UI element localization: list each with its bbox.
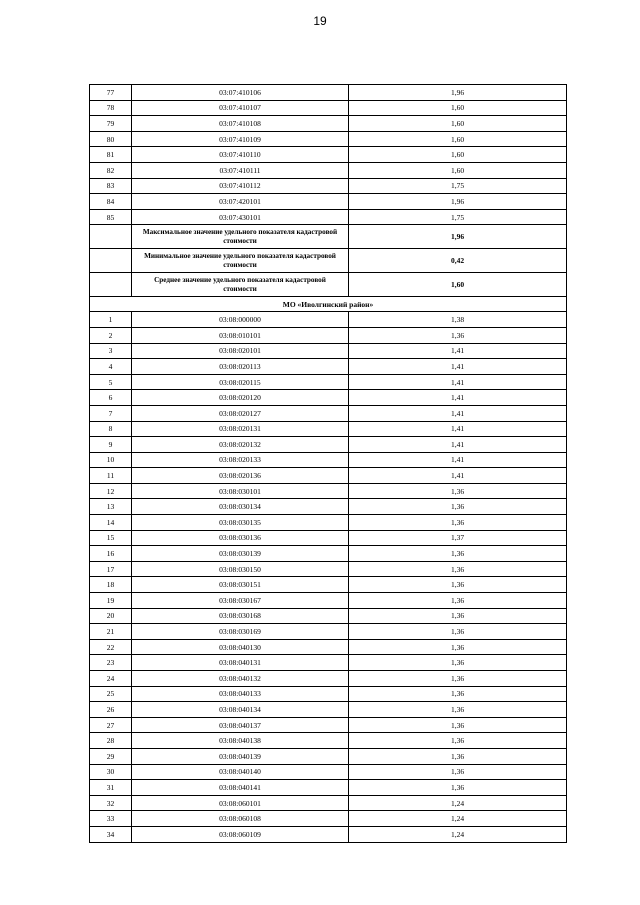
table-row [90,780,567,796]
row-number-cell: 28 [90,733,132,749]
value-cell: 1,36 [349,624,567,640]
cadastral-code-cell: 03:07:410108 [132,116,349,132]
table-row [90,811,567,827]
table-row [90,359,567,375]
value-cell: 1,36 [349,561,567,577]
cadastral-code-cell: 03:08:020101 [132,343,349,359]
cadastral-code-cell: 03:07:410111 [132,162,349,178]
row-number-cell: 11 [90,468,132,484]
value-cell: 1,36 [349,702,567,718]
table-row [90,209,567,225]
value-cell: 1,60 [349,147,567,163]
cadastral-code-cell: 03:08:040139 [132,748,349,764]
cadastral-code-cell: 03:08:040141 [132,780,349,796]
row-number-cell: 22 [90,639,132,655]
table-row [90,390,567,406]
value-cell: 1,36 [349,608,567,624]
table-row [90,733,567,749]
value-cell: 1,36 [349,717,567,733]
value-cell: 1,41 [349,390,567,406]
empty-cell [90,249,132,273]
table-row [90,468,567,484]
row-number-cell: 2 [90,327,132,343]
value-cell: 1,37 [349,530,567,546]
table-row [90,671,567,687]
row-number-cell: 24 [90,671,132,687]
value-cell: 1,36 [349,733,567,749]
row-number-cell: 7 [90,405,132,421]
cadastral-code-cell: 03:08:010101 [132,327,349,343]
row-number-cell: 6 [90,390,132,406]
cadastral-code-cell: 03:07:410106 [132,85,349,101]
row-number-cell: 26 [90,702,132,718]
value-cell: 1,36 [349,577,567,593]
cadastral-code-cell: 03:08:020127 [132,405,349,421]
cadastral-code-cell: 03:07:430101 [132,209,349,225]
cadastral-code-cell: 03:08:030136 [132,530,349,546]
row-number-cell: 4 [90,359,132,375]
table-row [90,437,567,453]
row-number-cell: 8 [90,421,132,437]
cadastral-code-cell: 03:08:030150 [132,561,349,577]
summary-label-cell: Среднее значение удельного показателя кадастровой стоимости [132,273,349,297]
value-cell: 1,75 [349,209,567,225]
cadastral-code-cell: 03:08:030134 [132,499,349,515]
value-cell: 1,41 [349,452,567,468]
table-row [90,702,567,718]
value-cell: 1,24 [349,811,567,827]
row-number-cell: 10 [90,452,132,468]
value-cell: 1,41 [349,405,567,421]
cadastral-code-cell: 03:08:020136 [132,468,349,484]
value-cell: 1,36 [349,764,567,780]
cadastral-code-cell: 03:08:060101 [132,795,349,811]
table-row [90,639,567,655]
row-number-cell: 19 [90,593,132,609]
row-number-cell: 25 [90,686,132,702]
row-number-cell: 80 [90,131,132,147]
cadastral-code-cell: 03:08:030135 [132,515,349,531]
table-row [90,162,567,178]
summary-row [90,273,567,297]
cadastral-code-cell: 03:07:410112 [132,178,349,194]
table-row [90,312,567,328]
summary-label-cell: Максимальное значение удельного показателя кадастровой стоимости [132,225,349,249]
table-row [90,343,567,359]
value-cell: 1,24 [349,826,567,842]
cadastral-code-cell: 03:08:020120 [132,390,349,406]
row-number-cell: 14 [90,515,132,531]
cadastral-code-cell: 03:08:040132 [132,671,349,687]
table-row [90,748,567,764]
table-row [90,593,567,609]
cadastral-code-cell: 03:08:030168 [132,608,349,624]
summary-label-cell: Минимальное значение удельного показателя кадастровой стоимости [132,249,349,273]
summary-value-cell: 1,96 [349,225,567,249]
row-number-cell: 13 [90,499,132,515]
cadastral-code-cell: 03:08:030151 [132,577,349,593]
row-number-cell: 77 [90,85,132,101]
empty-cell [90,273,132,297]
cadastral-code-cell: 03:08:020132 [132,437,349,453]
page-number: 19 [313,14,327,28]
table-row [90,686,567,702]
value-cell: 1,41 [349,468,567,484]
row-number-cell: 85 [90,209,132,225]
table-row [90,131,567,147]
table-row [90,826,567,842]
table-row [90,499,567,515]
value-cell: 1,36 [349,515,567,531]
cadastral-code-cell: 03:08:030169 [132,624,349,640]
row-number-cell: 34 [90,826,132,842]
table-row [90,530,567,546]
value-cell: 1,36 [349,655,567,671]
cadastral-code-cell: 03:08:060109 [132,826,349,842]
row-number-cell: 83 [90,178,132,194]
value-cell: 1,36 [349,686,567,702]
cadastral-code-cell: 03:07:410109 [132,131,349,147]
table-row [90,624,567,640]
row-number-cell: 79 [90,116,132,132]
value-cell: 1,41 [349,343,567,359]
value-cell: 1,36 [349,499,567,515]
cadastral-code-cell: 03:08:020115 [132,374,349,390]
value-cell: 1,96 [349,85,567,101]
summary-value-cell: 0,42 [349,249,567,273]
value-cell: 1,36 [349,593,567,609]
row-number-cell: 1 [90,312,132,328]
value-cell: 1,36 [349,671,567,687]
value-cell: 1,41 [349,374,567,390]
empty-cell [90,225,132,249]
table-row [90,421,567,437]
cadastral-code-cell: 03:08:040131 [132,655,349,671]
table-row [90,405,567,421]
table-row [90,608,567,624]
value-cell: 1,75 [349,178,567,194]
cadastral-code-cell: 03:08:020133 [132,452,349,468]
table-row [90,194,567,210]
cadastral-code-cell: 03:08:000000 [132,312,349,328]
row-number-cell: 17 [90,561,132,577]
value-cell: 1,41 [349,421,567,437]
cadastral-code-cell: 03:08:040133 [132,686,349,702]
value-cell: 1,96 [349,194,567,210]
cadastral-code-cell: 03:07:410110 [132,147,349,163]
row-number-cell: 12 [90,483,132,499]
row-number-cell: 81 [90,147,132,163]
table-row [90,374,567,390]
cadastral-code-cell: 03:08:020113 [132,359,349,375]
table-body [90,85,567,843]
cadastral-value-table [89,84,567,843]
cadastral-code-cell: 03:08:060108 [132,811,349,827]
value-cell: 1,36 [349,546,567,562]
table-row [90,795,567,811]
value-cell: 1,60 [349,116,567,132]
section-header-row [90,297,567,312]
row-number-cell: 29 [90,748,132,764]
table-row [90,546,567,562]
cadastral-code-cell: 03:08:040138 [132,733,349,749]
table-row [90,561,567,577]
row-number-cell: 20 [90,608,132,624]
row-number-cell: 30 [90,764,132,780]
row-number-cell: 18 [90,577,132,593]
row-number-cell: 15 [90,530,132,546]
table-row [90,452,567,468]
table-row [90,483,567,499]
row-number-cell: 23 [90,655,132,671]
value-cell: 1,41 [349,437,567,453]
table-row [90,655,567,671]
cadastral-code-cell: 03:08:040137 [132,717,349,733]
row-number-cell: 31 [90,780,132,796]
summary-value-cell: 1,60 [349,273,567,297]
table-row [90,515,567,531]
row-number-cell: 9 [90,437,132,453]
cadastral-code-cell: 03:08:040134 [132,702,349,718]
row-number-cell: 32 [90,795,132,811]
value-cell: 1,60 [349,100,567,116]
value-cell: 1,36 [349,639,567,655]
value-cell: 1,24 [349,795,567,811]
cadastral-code-cell: 03:07:420101 [132,194,349,210]
value-cell: 1,36 [349,327,567,343]
cadastral-code-cell: 03:08:040130 [132,639,349,655]
table-row [90,147,567,163]
row-number-cell: 16 [90,546,132,562]
row-number-cell: 21 [90,624,132,640]
value-cell: 1,60 [349,131,567,147]
value-cell: 1,36 [349,780,567,796]
value-cell: 1,60 [349,162,567,178]
summary-row [90,225,567,249]
row-number-cell: 27 [90,717,132,733]
cadastral-code-cell: 03:07:410107 [132,100,349,116]
table-row [90,717,567,733]
row-number-cell: 5 [90,374,132,390]
section-title: МО «Иволгинский район» [90,297,567,312]
value-cell: 1,41 [349,359,567,375]
value-cell: 1,36 [349,748,567,764]
table-row [90,100,567,116]
value-cell: 1,38 [349,312,567,328]
table-row [90,577,567,593]
cadastral-code-cell: 03:08:040140 [132,764,349,780]
table-row [90,178,567,194]
value-cell: 1,36 [349,483,567,499]
cadastral-code-cell: 03:08:020131 [132,421,349,437]
cadastral-code-cell: 03:08:030139 [132,546,349,562]
row-number-cell: 82 [90,162,132,178]
cadastral-code-cell: 03:08:030167 [132,593,349,609]
row-number-cell: 3 [90,343,132,359]
table-row [90,116,567,132]
row-number-cell: 84 [90,194,132,210]
table-row [90,85,567,101]
row-number-cell: 33 [90,811,132,827]
table-row [90,327,567,343]
table-row [90,764,567,780]
summary-row [90,249,567,273]
row-number-cell: 78 [90,100,132,116]
cadastral-code-cell: 03:08:030101 [132,483,349,499]
